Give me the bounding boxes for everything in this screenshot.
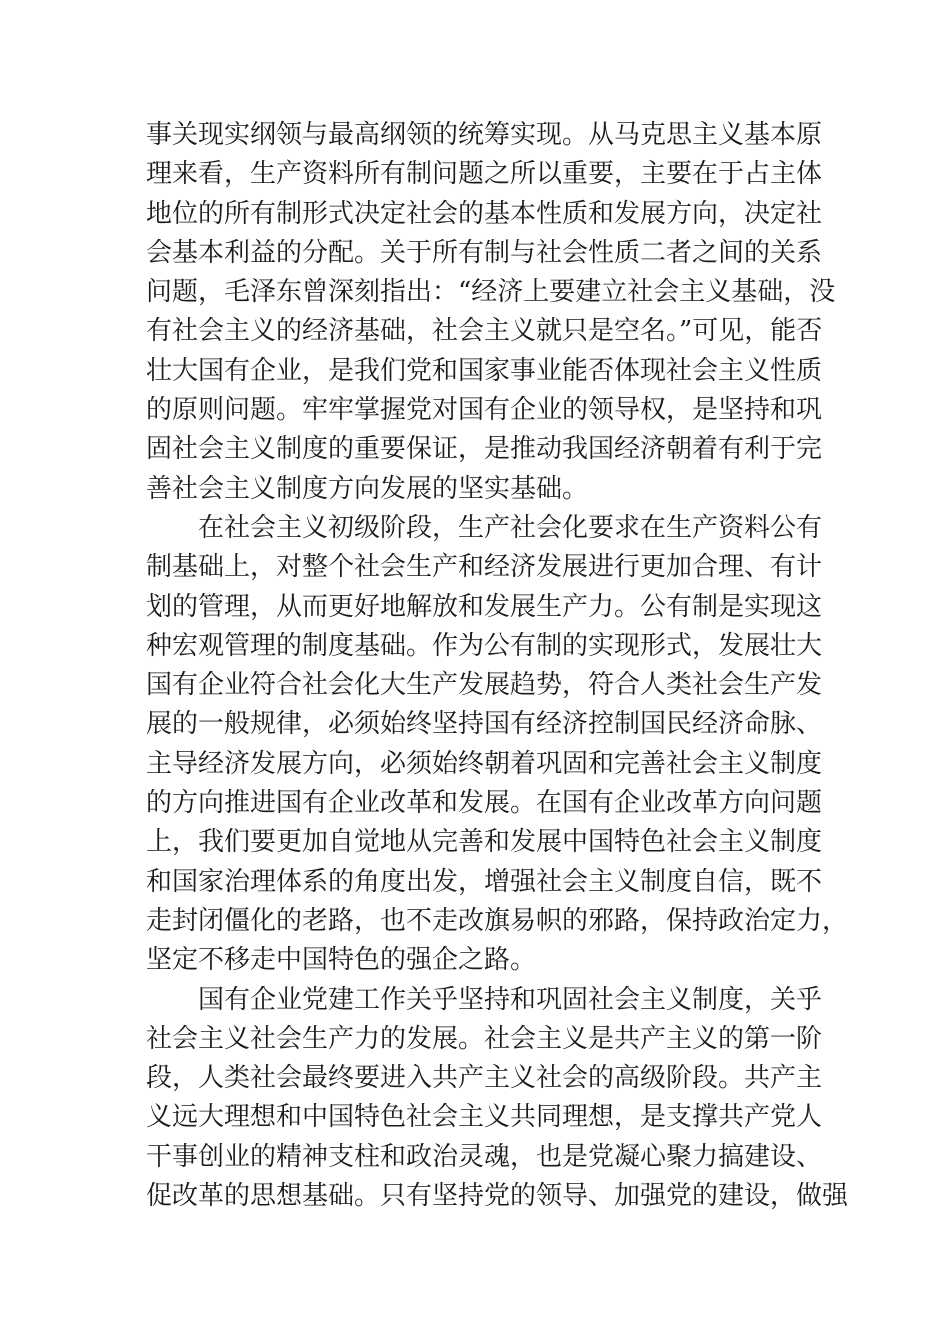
text-line: 地位的所有制形式决定社会的基本性质和发展方向，决定社 (146, 198, 823, 229)
text-line: 走封闭僵化的老路，也不走改旗易帜的邪路，保持政治定力， (146, 905, 849, 936)
text-line: 问题，毛泽东曾深刻指出：“经济上要建立社会主义基础，没 (146, 277, 836, 308)
text-line: 段，人类社会最终要进入共产主义社会的高级阶段。共产主 (146, 1063, 823, 1094)
text-line: 坚定不移走中国特色的强企之路。 (146, 945, 537, 976)
text-line: 国有企业符合社会化大生产发展趋势，符合人类社会生产发 (146, 670, 823, 701)
text-line: 种宏观管理的制度基础。作为公有制的实现形式，发展壮大 (146, 630, 823, 661)
text-line: 事关现实纲领与最高纲领的统筹实现。从马克思主义基本原 (146, 120, 823, 150)
text-line: 上，我们要更加自觉地从完善和发展中国特色社会主义制度 (146, 827, 823, 858)
text-line: 社会主义社会生产力的发展。社会主义是共产主义的第一阶 (146, 1023, 823, 1054)
text-line: 干事创业的精神支柱和政治灵魂，也是党凝心聚力搞建设、 (146, 1141, 823, 1172)
text-line: 展的一般规律，必须始终坚持国有经济控制国民经济命脉、 (146, 709, 823, 740)
text-line: 义远大理想和中国特色社会主义共同理想，是支撑共产党人 (146, 1102, 823, 1133)
paragraph (146, 509, 849, 981)
text-line: 制基础上，对整个社会生产和经济发展进行更加合理、有计 (146, 552, 823, 583)
text-line: 有社会主义的经济基础，社会主义就只是空名。”可见，能否 (146, 316, 823, 347)
text-line: 的方向推进国有企业改革和发展。在国有企业改革方向问题 (146, 788, 823, 819)
paragraph (146, 981, 849, 1217)
text-line: 会基本利益的分配。关于所有制与社会性质二者之间的关系 (146, 237, 823, 268)
text-line: 的原则问题。牢牢掌握党对国有企业的领导权，是坚持和巩 (146, 395, 823, 426)
text-line: 在社会主义初级阶段，生产社会化要求在生产资料公有 (198, 512, 823, 543)
paragraph (146, 116, 836, 509)
text-line: 国有企业党建工作关乎坚持和巩固社会主义制度，关乎 (198, 984, 823, 1015)
text-line: 主导经济发展方向，必须始终朝着巩固和完善社会主义制度 (146, 748, 823, 779)
text-line: 壮大国有企业，是我们党和国家事业能否体现社会主义性质 (146, 355, 823, 386)
text-line: 善社会主义制度方向发展的坚实基础。 (146, 473, 589, 504)
text-line: 划的管理，从而更好地解放和发展生产力。公有制是实现这 (146, 591, 823, 622)
text-line: 和国家治理体系的角度出发，增强社会主义制度自信，既不 (146, 866, 823, 897)
text-line: 促改革的思想基础。只有坚持党的领导、加强党的建设，做强 (146, 1181, 849, 1212)
text-line: 固社会主义制度的重要保证，是推动我国经济朝着有利于完 (146, 434, 823, 465)
text-line: 理来看，生产资料所有制问题之所以重要，主要在于占主体 (146, 159, 823, 190)
document-body (146, 116, 849, 1216)
